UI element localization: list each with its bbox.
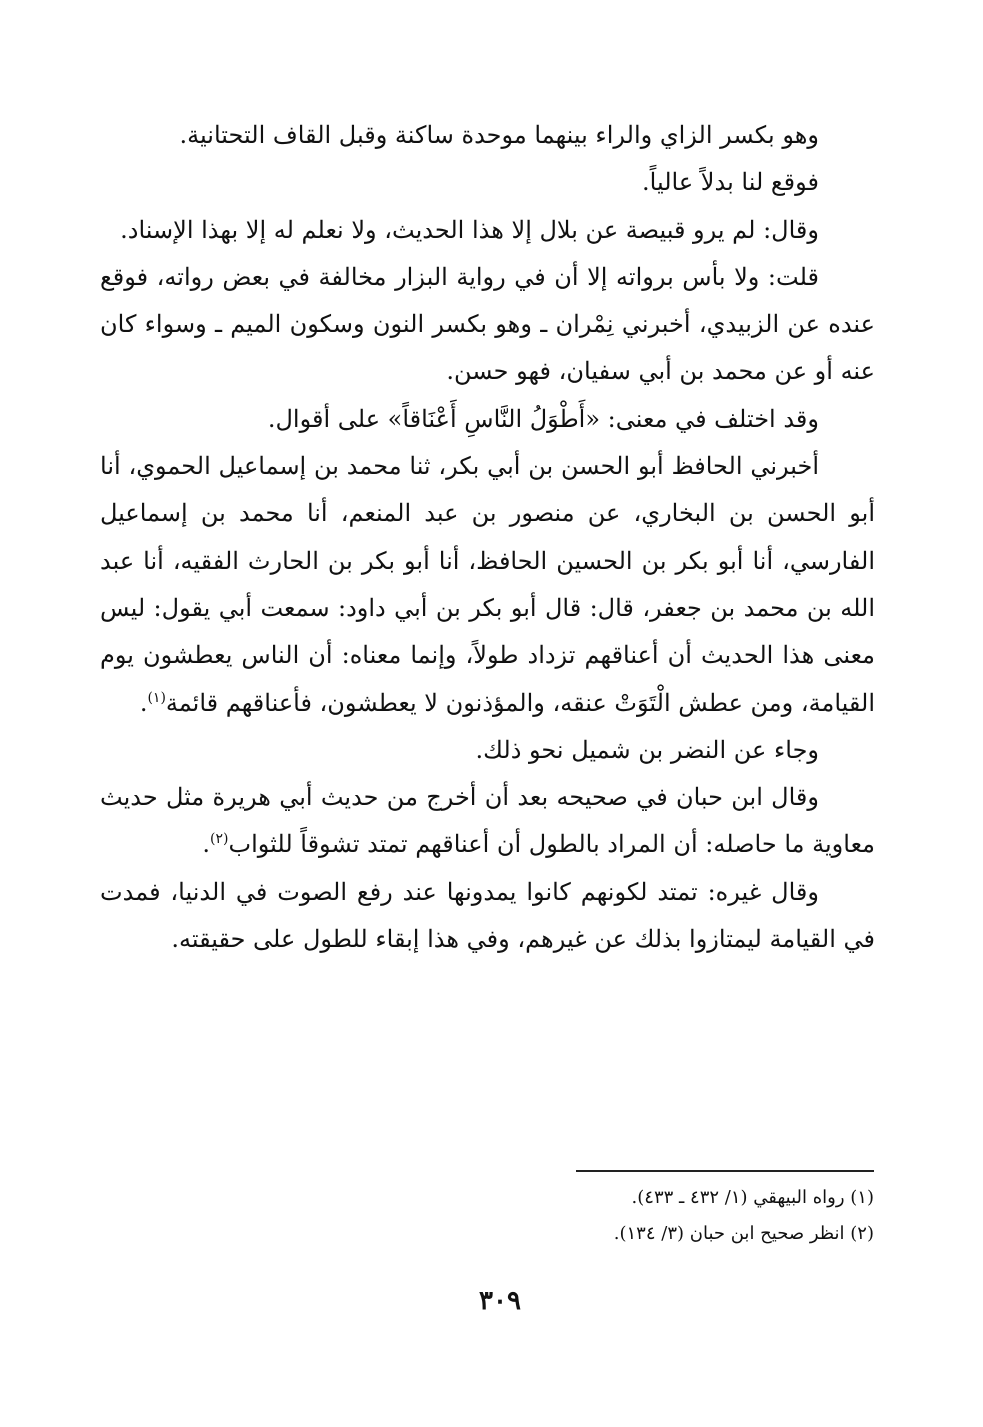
main-text (100, 112, 875, 963)
footnote-ref-1: (١) (147, 689, 166, 706)
paragraph-7: وجاء عن النضر بن شميل نحو ذلك. (475, 735, 819, 764)
footnote-1: (١) رواه البيهقي (١/ ٤٣٢ ـ ٤٣٣). (631, 1187, 874, 1208)
paragraph-2: فوقع لنا بدلاً عالياً. (642, 168, 819, 197)
paragraph-9: وقال غيره: تمتد لكونهم كانوا يمدونها عند رفع الصوت في الدنيا، فمدت في القيامة ليمتازوا بذلك عن غيرهم، وفي هذا إبقاء للطول على حقيقته. (100, 877, 875, 954)
paragraph-6: أخبرني الحافظ أبو الحسن بن أبي بكر، ثنا محمد بن إسماعيل الحموي، أنا أبو الحسن بن البخاري، عن منصور بن عبد المنعم، أنا محمد بن إسماعيل الفارسي، أنا أبو بكر بن الحسين الحافظ، أنا أبو بكر بن الحارث الفقيه، أنا عبد الله بن محمد بن جعفر، قال: قال أبو بكر بن أبي داود: سمعت أبي يقول: ليس معنى هذا الحديث أن أعناقهم تزداد طولاً، وإنما معناه: أن الناس يعطشون يوم القيامة، ومن عطش الْتَوَتْ عنقه، والمؤذنون لا يعطشون، فأعناقهم قائمة$^{(١)}$. (100, 452, 875, 717)
page-number: ٣٠٩ (479, 1286, 521, 1316)
footnote-2: (٢) انظر صحيح ابن حبان (٣/ ١٣٤). (613, 1223, 874, 1244)
footnote-ref-2: (٢) (210, 831, 229, 848)
paragraph-1: وهو بكسر الزاي والراء بينهما موحدة ساكنة وقبل القاف التحتانية. (179, 121, 819, 149)
paragraph-8: وقال ابن حبان في صحيحه بعد أن أخرج من حديث أبي هريرة مثل حديث معاوية ما حاصله: أن المراد بالطول أن أعناقهم تمتد تشوقاً للثواب$^{(٢)}$. (100, 783, 875, 859)
footnote-separator (576, 1170, 874, 1172)
paragraph-4: قلت: ولا بأس برواته إلا أن في رواية البزار مخالفة في بعض رواته، فوقع عنده عن الزبيدي، أخبرني نِمْران ـ وهو بكسر النون وسكون الميم ـ وسواء كان عنه أو عن محمد بن أبي سفيان، فهو حسن. (100, 262, 875, 386)
footnotes (400, 1180, 874, 1252)
paragraph-3: وقال: لم يرو قبيصة عن بلال إلا هذا الحديث، ولا نعلم له إلا بهذا الإسناد. (120, 215, 819, 244)
paragraph-5: وقد اختلف في معنى: «أَطْوَلُ النَّاسِ أَعْنَاقاً» على أقوال. (267, 404, 819, 433)
